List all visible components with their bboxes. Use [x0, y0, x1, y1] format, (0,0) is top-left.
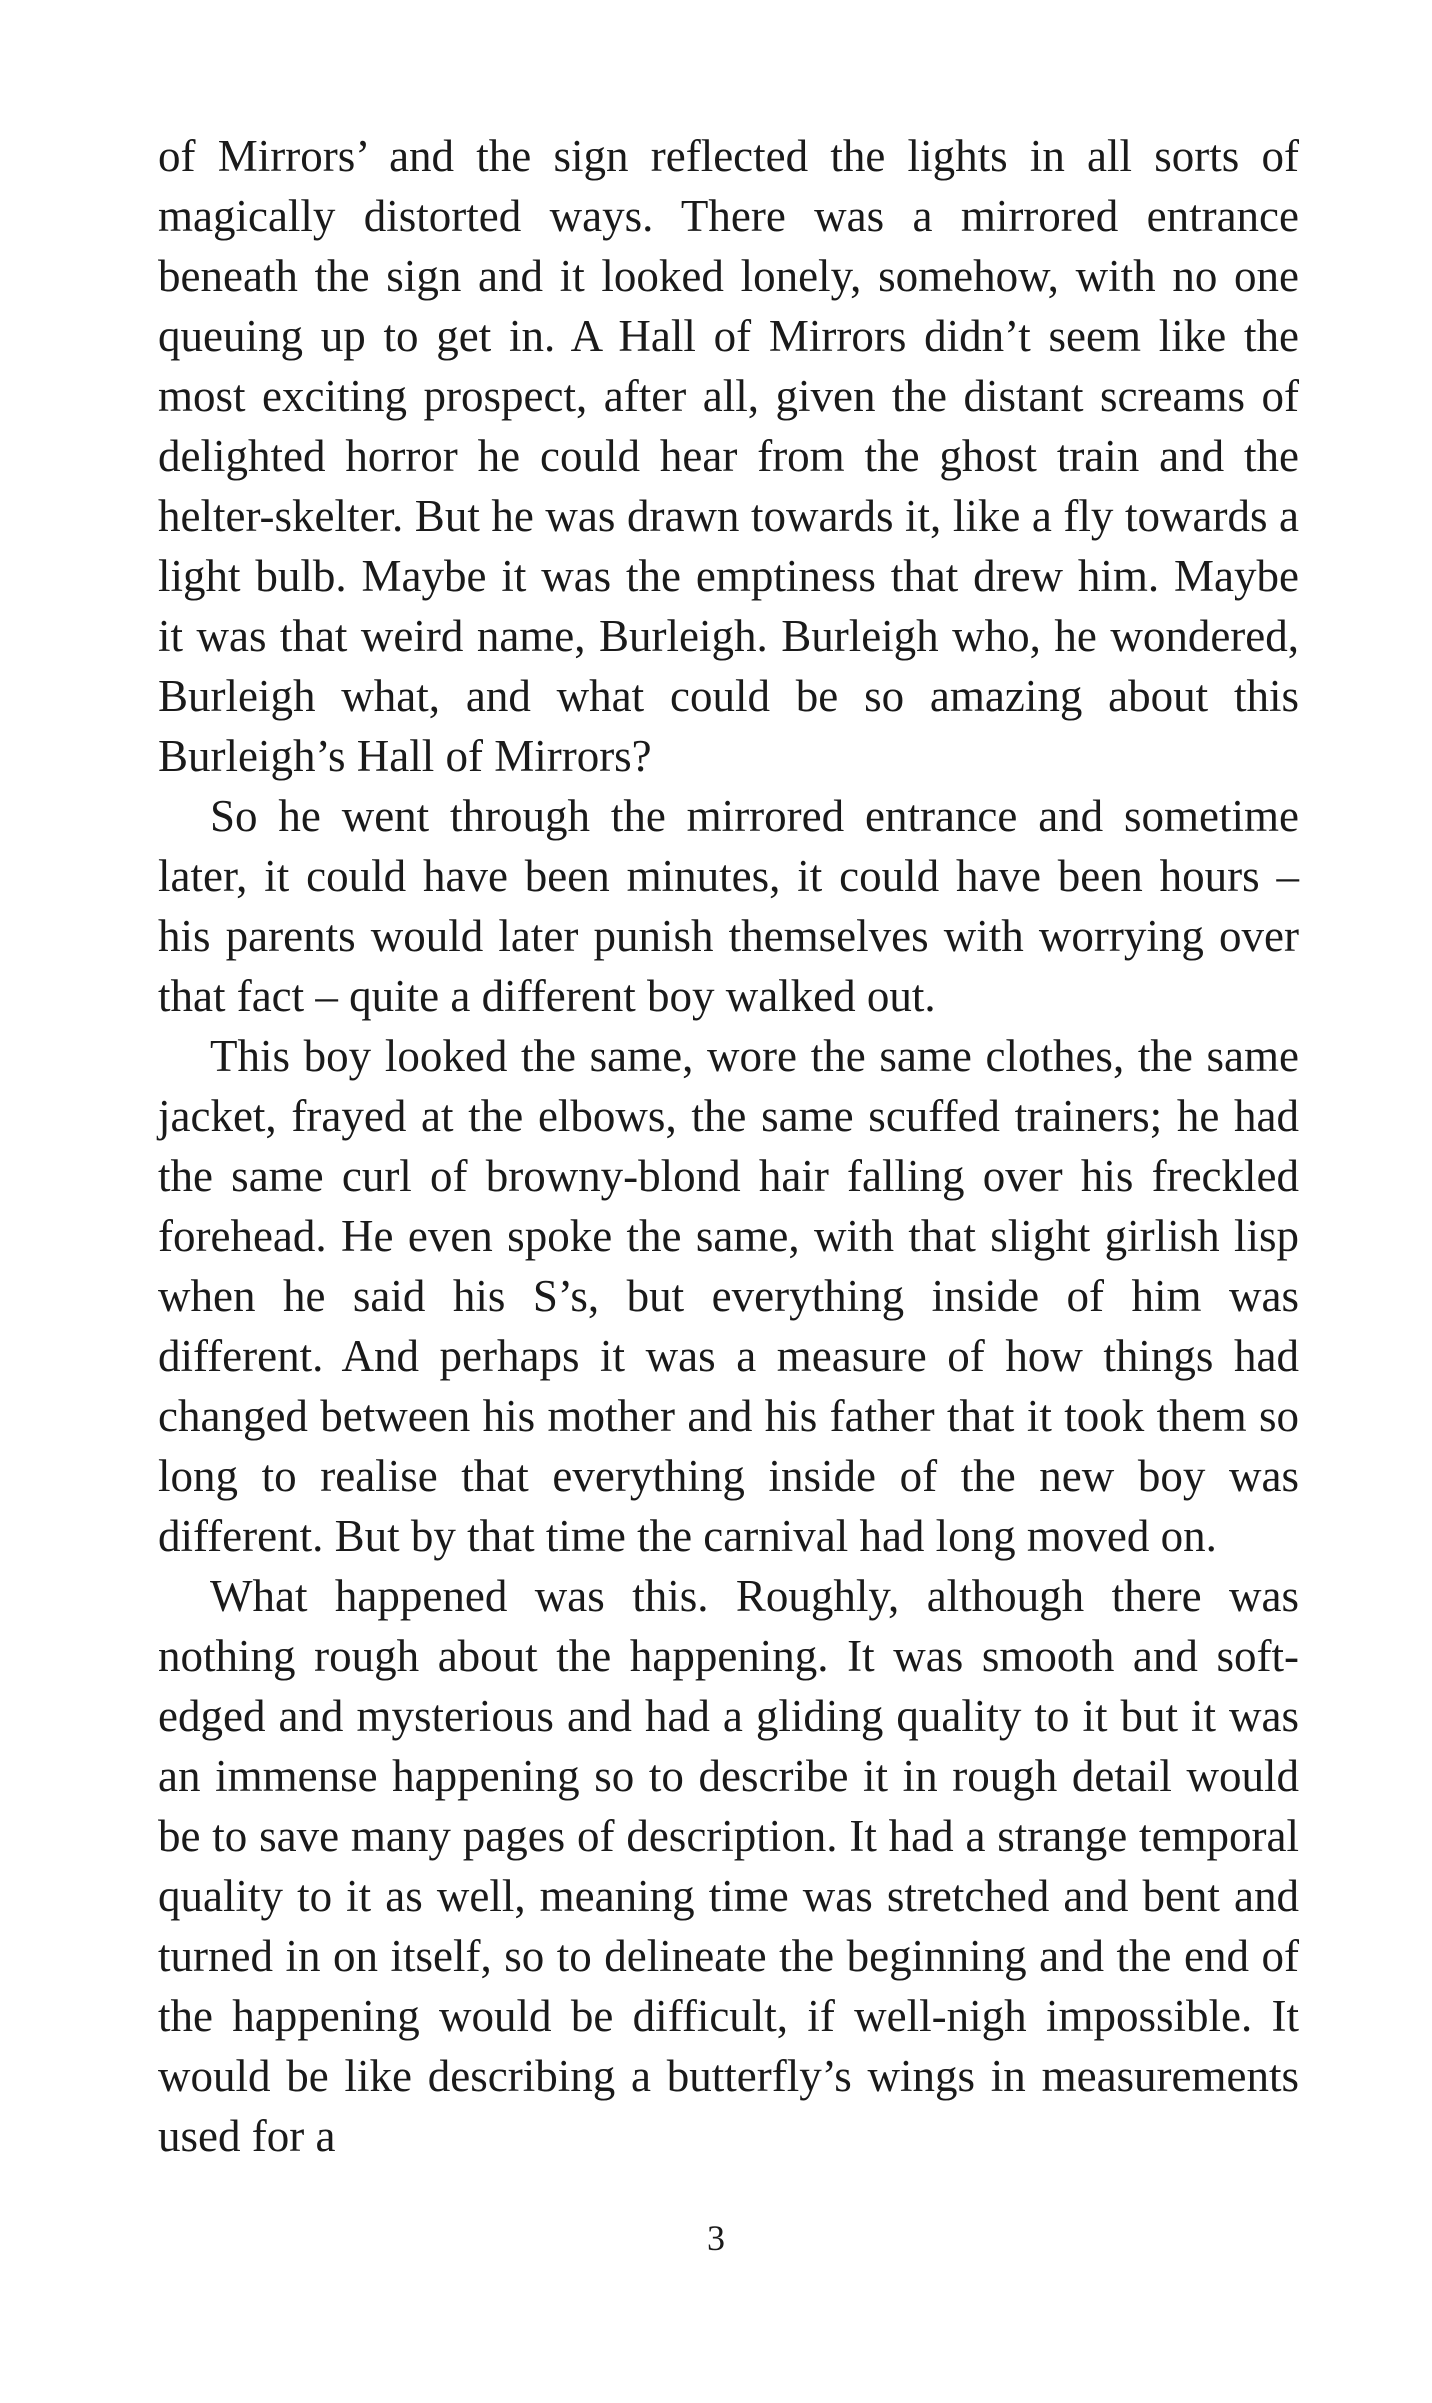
page-number: 3 — [707, 2218, 725, 2258]
body-text — [158, 126, 1299, 2166]
paragraph: This boy looked the same, wore the same clothes, the same jacket, frayed at the elbows, the same scuffed trainers; he had the same curl of browny-blond hair falling over his freckled forehead. He even spoke the same, with that slight girlish lisp when he said his S’s, but everything inside of him was different. And perhaps it was a measure of how things had changed between his mother and his father that it took them so long to realise that everything inside of the new boy was different. But by that time the carnival had long moved on. — [158, 1031, 1299, 1561]
paragraph: So he went through the mirrored entrance and sometime later, it could have been minutes, it could have been hours – his parents would later punish themselves with worrying over that fact – quite a different boy walked out. — [158, 791, 1299, 1021]
paragraph: What happened was this. Roughly, although there was nothing rough about the happening. It was smooth and soft-edged and mysterious and had a gliding quality to it but it was an immense happening so to describe it in rough detail would be to save many pages of description. It had a strange temporal quality to it as well, meaning time was stretched and bent and turned in on itself, so to delineate the beginning and the end of the happening would be difficult, if well-nigh impossible. It would be like describing a butterfly’s wings in measurements used for a — [158, 1571, 1299, 2161]
paragraph-continued: of Mirrors’ and the sign reflected the lights in all sorts of magically distorted ways. There was a mirrored entrance beneath the sign and it looked lonely, somehow, with no one queuing up to get in. A Hall of Mirrors didn’t seem like the most exciting prospect, after all, given the distant screams of delighted horror he could hear from the ghost train and the helter-skelter. But he was drawn towards it, like a fly towards a light bulb. Maybe it was the emptiness that drew him. Maybe it was that weird name, Burleigh. Burleigh who, he wondered, Burleigh what, and what could be so amazing about this Burleigh’s Hall of Mirrors? — [158, 131, 1299, 781]
